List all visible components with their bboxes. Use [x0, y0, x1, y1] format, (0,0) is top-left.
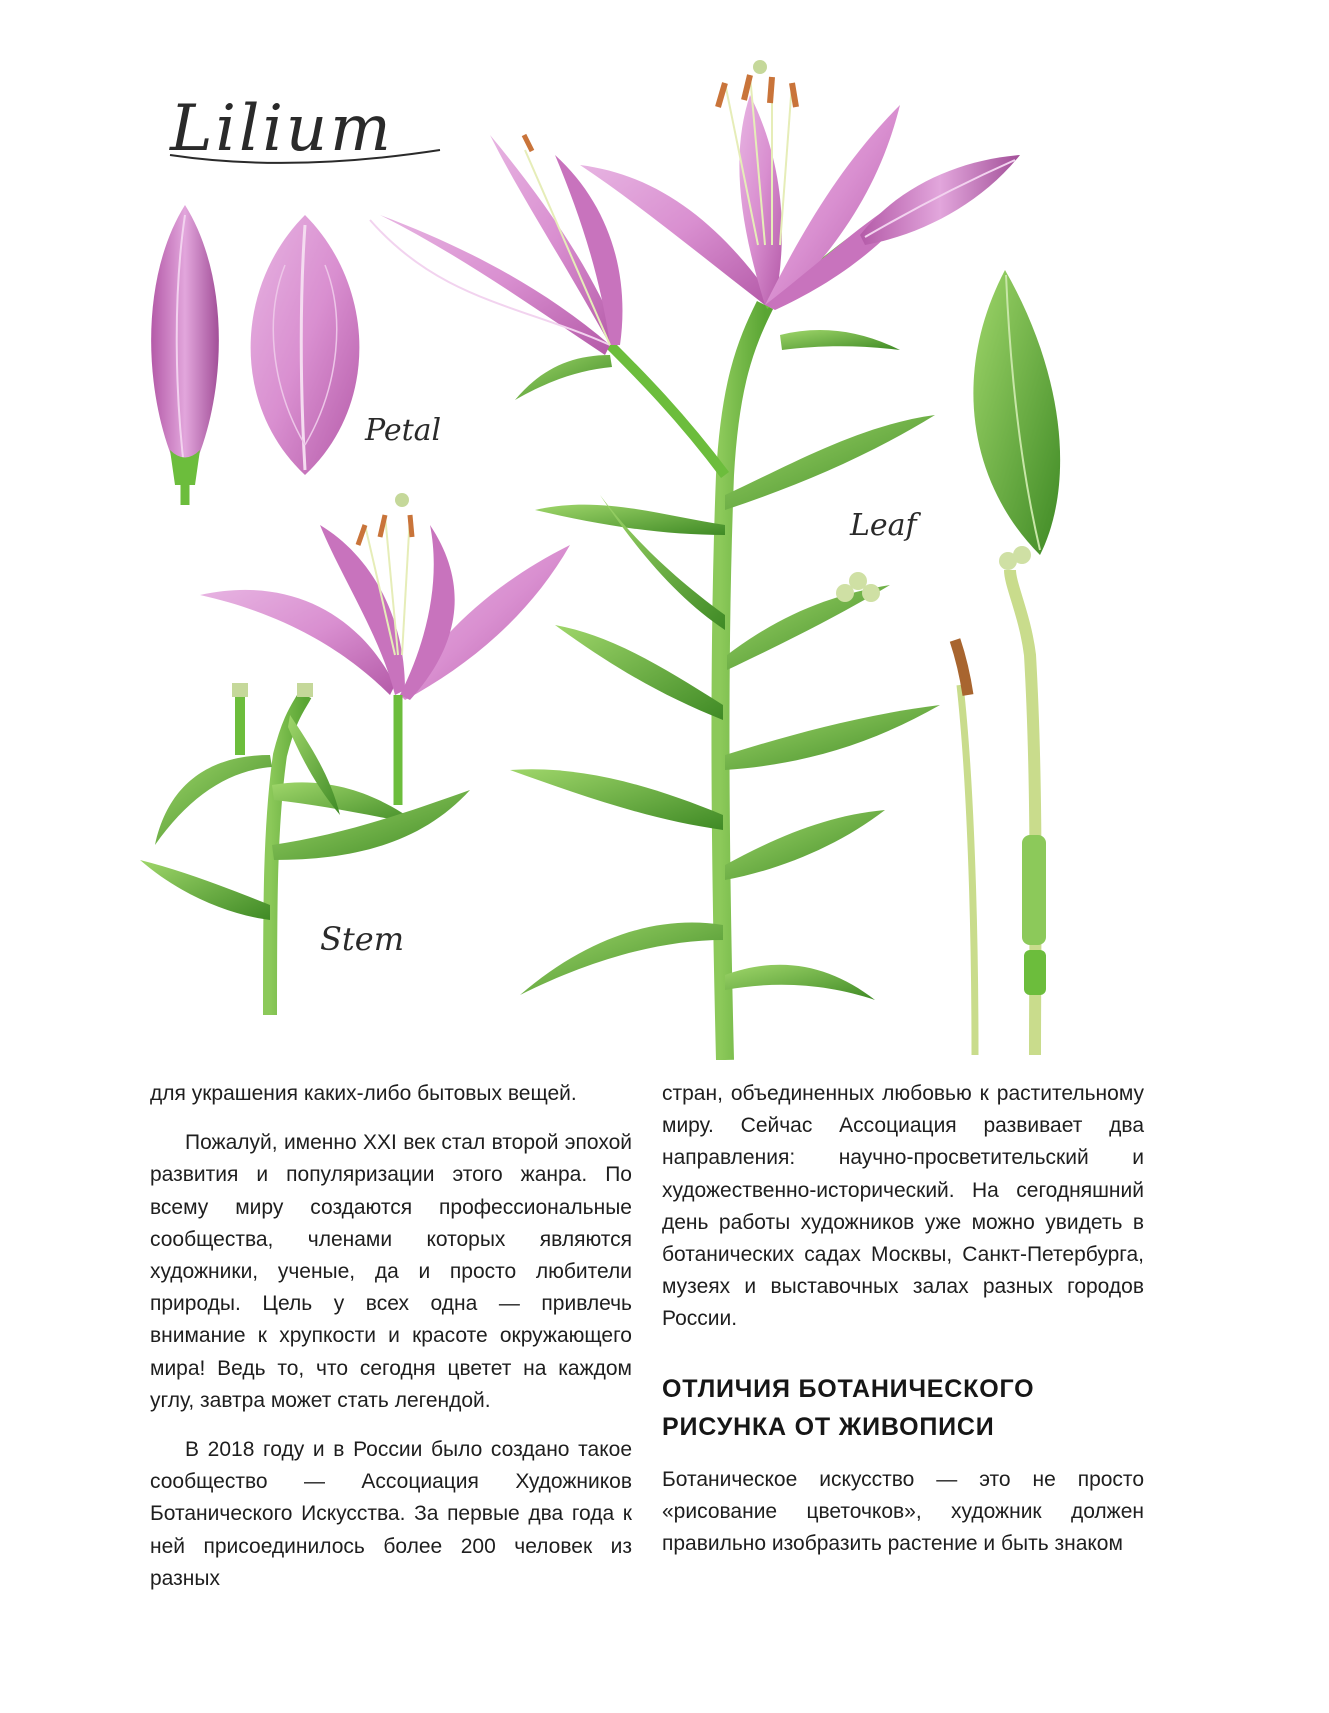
lily-petal	[251, 215, 360, 475]
stem-section	[140, 683, 470, 1015]
paragraph-botanical-art: Ботаническое искусство — это не просто «рисование цветочков», художник должен правильно изобразить растение и быть знаком	[662, 1467, 1144, 1556]
illustration-title: Lilium	[170, 92, 394, 166]
leaf-label: Leaf	[850, 508, 917, 543]
lily-botanical-illustration	[140, 55, 1205, 1060]
lily-flower-top-center	[580, 60, 930, 310]
section-heading: ОТЛИЧИЯ БОТАНИЧЕСКОГО РИСУНКА ОТ ЖИВОПИСИ	[662, 1374, 1035, 1441]
lily-bud-side	[860, 155, 1020, 245]
paragraph-russia-association: В 2018 году и в России было создано такое сообщество — Ассоциация Художников Ботанического Искусства. За первые два года к ней присоединилось более 200 человек из разных	[150, 1438, 632, 1590]
paragraph-continuation: для украшения каких-либо бытовых вещей.	[150, 1082, 577, 1105]
text-column-left	[150, 1078, 632, 1612]
paragraph-association-directions: стран, объединенных любовью к растительному миру. Сейчас Ассоциация развивает два направления: научно-просветительский и художественно-исторический. На сегодняшний день работы художников уже можно увидеть в ботанических садах Москвы, Санкт-Петербурга, музеях и выставочных залах разных городов России.	[662, 1082, 1144, 1331]
stamen-detail	[955, 640, 975, 1055]
paragraph-xxi-century: Пожалуй, именно XXI век стал второй эпохой развития и популяризации этого жанра. По всему миру создаются профессиональные сообщества, членами которых являются художники, ученые, да и просто любители природы. Цель у всех одна — привлечь внимание к хрупкости и красоте окружающего мира! Ведь то, что сегодня цветет на каждом углу, завтра может стать легендой.	[150, 1131, 632, 1412]
text-column-right	[662, 1078, 1144, 1577]
lily-bud	[151, 205, 219, 505]
lily-leaf	[973, 270, 1060, 555]
main-stem	[510, 235, 940, 1060]
petal-label: Petal	[365, 413, 442, 448]
stem-label: Stem	[320, 920, 405, 958]
pistil-detail	[999, 546, 1046, 1055]
